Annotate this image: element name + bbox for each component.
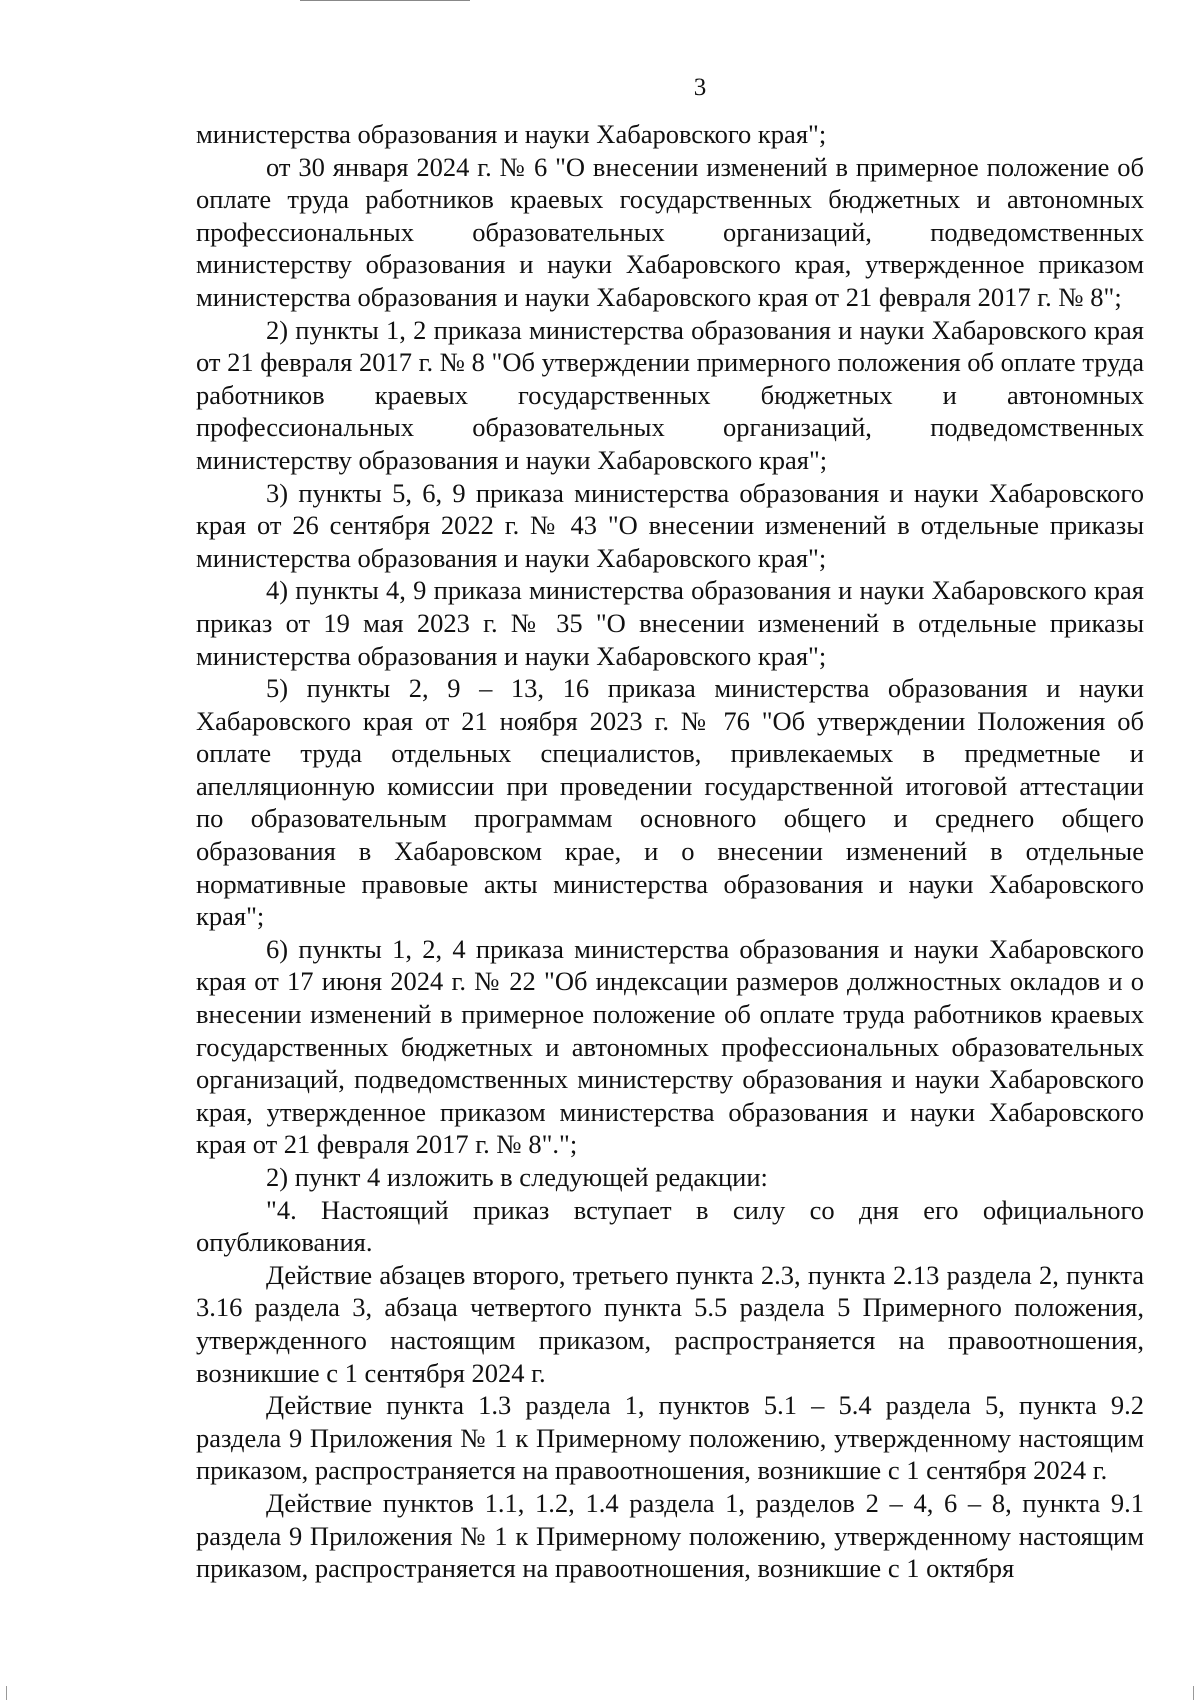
scan-edge-mark-left <box>0 1686 7 1700</box>
paragraph: 3) пункты 5, 6, 9 приказа министерства образования и науки Хабаровского края от 26 сентября 2022 г. № 43 "О внесении изменений в отдельные приказы министерства образования и науки Хабаровского края"; <box>196 477 1144 573</box>
paragraph: Действие абзацев второго, третьего пункта 2.3, пункта 2.13 раздела 2, пункта 3.16 раздела 3, абзаца четвертого пункта 5.5 раздела 5 Примерного положения, утвержденного настоящим приказом, распространяется на правоотношения, возникшие с 1 сентября 2024 г. <box>196 1259 1144 1388</box>
paragraph: 2) пункты 1, 2 приказа министерства образования и науки Хабаровского края от 21 февраля 2017 г. № 8 "Об утверждении примерного положения об оплате труда работников краевых государственных бюджетных и автономных профессиональных образовательных организаций, подведомственных министерству образования и науки Хабаровского края"; <box>196 314 1144 475</box>
paragraph: "4. Настоящий приказ вступает в силу со дня его официального опубликования. <box>196 1194 1144 1258</box>
paragraph: 4) пункты 4, 9 приказа министерства образования и науки Хабаровского края приказ от 19 мая 2023 г. № 35 "О внесении изменений в отдельные приказы министерства образования и науки Хабаровского края"; <box>196 575 1144 671</box>
paragraph: Действие пункта 1.3 раздела 1, пунктов 5.1 – 5.4 раздела 5, пункта 9.2 раздела 9 Приложения № 1 к Примерному положению, утвержденному настоящим приказом, распространяется на правоотношения, возникшие с 1 сентября 2024 г. <box>196 1390 1144 1486</box>
paragraph: Действие пунктов 1.1, 1.2, 1.4 раздела 1, разделов 2 – 4, 6 – 8, пункта 9.1 раздела 9 Приложения № 1 к Примерному положению, утвержденному настоящим приказом, распространяется на правоотношения, возникшие с 1 октября <box>196 1487 1144 1584</box>
paragraph: 2) пункт 4 изложить в следующей редакции: <box>266 1162 768 1192</box>
paragraph: 5) пункты 2, 9 – 13, 16 приказа министерства образования и науки Хабаровского края от 21 ноября 2023 г. № 76 "Об утверждении Положения об оплате труда отдельных специалистов, привлекаемых в предметные и апелляционную комиссии при проведении государственной итоговой аттестации по образовательным программам основного общего и среднего общего образования в Хабаровском крае, и о внесении изменений в отдельные нормативные правовые акты министерства образования и науки Хабаровского края"; <box>196 673 1144 932</box>
scan-edge-mark-right <box>1193 1686 1200 1700</box>
paragraph: от 30 января 2024 г. № 6 "О внесении изменений в примерное положение об оплате труда работников краевых государственных бюджетных и автономных профессиональных образовательных организаций, подведомственных министерству образования и науки Хабаровского края, утвержденное приказом министерства образования и науки Хабаровского края от 21 февраля 2017 г. № 8"; <box>196 151 1144 312</box>
paragraph: министерства образования и науки Хабаровского края"; <box>196 119 827 149</box>
page-number: 3 <box>693 74 707 101</box>
scan-top-mark <box>300 0 470 4</box>
paragraph: 6) пункты 1, 2, 4 приказа министерства образования и науки Хабаровского края от 17 июня 2024 г. № 22 "Об индексации размеров должностных окладов и о внесении изменений в примерное положение об оплате труда работников краевых государственных бюджетных и автономных профессиональных образовательных организаций, подведомственных министерству образования и науки Хабаровского края, утвержденное приказом министерства образования и науки Хабаровского края от 21 февраля 2017 г. № 8"."; <box>196 933 1144 1160</box>
document-body <box>196 118 1144 1585</box>
